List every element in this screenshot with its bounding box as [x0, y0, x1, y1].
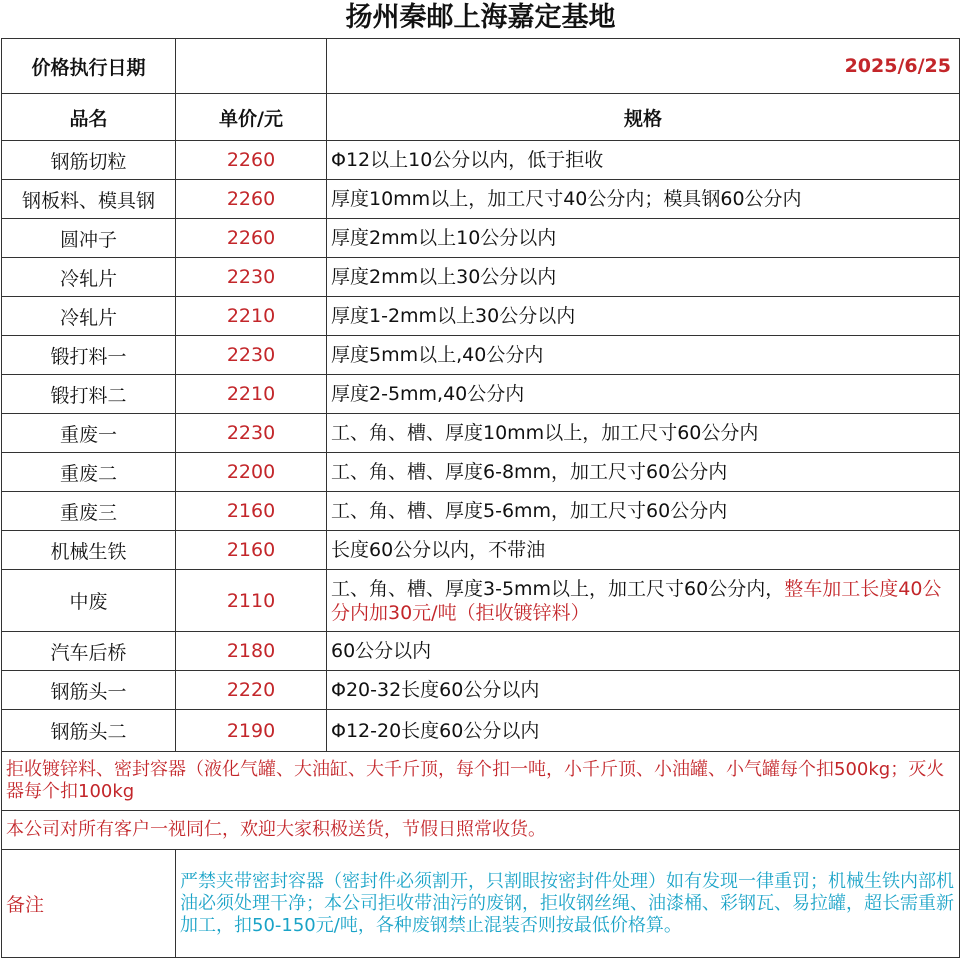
item-price: 2160 — [176, 492, 327, 531]
item-price: 2220 — [176, 671, 327, 710]
header-spec: 规格 — [327, 94, 960, 141]
date-value: 2025/6/25 — [327, 39, 960, 94]
item-spec-text: 厚度5mm以上,40公分内 — [331, 344, 544, 366]
table-row — [2, 632, 960, 671]
date-empty-cell — [176, 39, 327, 94]
item-name: 锻打料一 — [2, 336, 176, 375]
item-price: 2180 — [176, 632, 327, 671]
item-spec — [327, 375, 960, 414]
table-row — [2, 531, 960, 570]
table-row — [2, 375, 960, 414]
table-row — [2, 141, 960, 180]
item-spec — [327, 258, 960, 297]
item-name: 冷轧片 — [2, 297, 176, 336]
item-spec-text: 工、角、槽、厚度3-5mm以上，加工尺寸60公分内， — [331, 577, 785, 600]
item-spec — [327, 570, 960, 632]
item-price: 2230 — [176, 414, 327, 453]
header-price: 单价/元 — [176, 94, 327, 141]
header-name: 品名 — [2, 94, 176, 141]
item-spec — [327, 336, 960, 375]
item-spec-text: 厚度10mm以上，加工尺寸40公分内；模具钢60公分内 — [331, 188, 802, 210]
item-spec — [327, 297, 960, 336]
table-row — [2, 453, 960, 492]
item-name: 重废二 — [2, 453, 176, 492]
item-spec — [327, 632, 960, 671]
item-spec-text: Φ12-20长度60公分以内 — [331, 719, 540, 742]
item-spec-text: 60公分以内 — [331, 640, 432, 662]
page-title: 扬州秦邮上海嘉定基地 — [345, 2, 616, 33]
item-name: 冷轧片 — [2, 258, 176, 297]
remark-label: 备注 — [2, 850, 176, 958]
item-price: 2260 — [176, 180, 327, 219]
table-row — [2, 570, 960, 632]
item-price: 2230 — [176, 258, 327, 297]
table-row — [2, 258, 960, 297]
item-price: 2190 — [176, 710, 327, 752]
item-spec — [327, 180, 960, 219]
note-text: 本公司对所有客户一视同仁，欢迎大家积极送货，节假日照常收货。 — [2, 811, 960, 850]
item-price: 2260 — [176, 219, 327, 258]
item-spec — [327, 710, 960, 752]
item-spec-text: 工、角、槽、厚度10mm以上，加工尺寸60公分内 — [331, 422, 759, 444]
item-name: 钢筋头一 — [2, 671, 176, 710]
note-text: 拒收镀锌料、密封容器（液化气罐、大油缸、大千斤顶，每个扣一吨，小千斤顶、小油罐、小气罐每个扣500kg；灭火器每个扣100kg — [2, 752, 960, 811]
table-row — [2, 710, 960, 752]
item-price: 2210 — [176, 297, 327, 336]
header-row — [2, 94, 960, 141]
table-row — [2, 180, 960, 219]
table-row — [2, 219, 960, 258]
item-name: 钢板料、模具钢 — [2, 180, 176, 219]
item-spec-text: 工、角、槽、厚度5-6mm，加工尺寸60公分内 — [331, 500, 728, 522]
item-spec — [327, 141, 960, 180]
item-spec-text: Φ12以上10公分以内，低于拒收 — [331, 149, 604, 171]
item-price: 2110 — [176, 570, 327, 632]
date-label: 价格执行日期 — [2, 39, 176, 94]
table-row — [2, 297, 960, 336]
item-price: 2160 — [176, 531, 327, 570]
item-spec-text: 厚度2mm以上10公分以内 — [331, 227, 557, 249]
remark-text: 严禁夹带密封容器（密封件必须割开，只割眼按密封件处理）如有发现一律重罚；机械生铁内部机油必须处理干净；本公司拒收带油污的废钢，拒收钢丝绳、油漆桶、彩钢瓦、易拉罐，超长需重新加工，扣50-150元/吨，各种废钢禁止混装否则按最低价格算。 — [176, 850, 960, 958]
table-row — [2, 414, 960, 453]
item-name: 中废 — [2, 570, 176, 632]
item-price: 2210 — [176, 375, 327, 414]
item-spec-text: 厚度2mm以上30公分以内 — [331, 266, 557, 288]
item-name: 圆冲子 — [2, 219, 176, 258]
item-name: 汽车后桥 — [2, 632, 176, 671]
price-table — [1, 38, 960, 958]
item-spec-text: 工、角、槽、厚度6-8mm，加工尺寸60公分内 — [331, 461, 728, 483]
item-name: 锻打料二 — [2, 375, 176, 414]
item-spec-text: 厚度2-5mm,40公分内 — [331, 383, 525, 405]
item-spec — [327, 453, 960, 492]
item-name: 重废三 — [2, 492, 176, 531]
item-price: 2260 — [176, 141, 327, 180]
item-name: 机械生铁 — [2, 531, 176, 570]
note-row — [2, 811, 960, 850]
table-row — [2, 336, 960, 375]
item-spec-text: 长度60公分以内，不带油 — [331, 539, 546, 561]
note-row — [2, 752, 960, 811]
item-spec-text: 厚度1-2mm以上30公分以内 — [331, 305, 576, 327]
remark-row — [2, 850, 960, 958]
table-row — [2, 492, 960, 531]
item-name: 钢筋头二 — [2, 710, 176, 752]
item-spec — [327, 219, 960, 258]
item-spec-text: Φ20-32长度60公分以内 — [331, 679, 540, 701]
item-spec — [327, 492, 960, 531]
table-row — [2, 671, 960, 710]
item-spec — [327, 414, 960, 453]
item-spec — [327, 671, 960, 710]
item-spec — [327, 531, 960, 570]
item-name: 重废一 — [2, 414, 176, 453]
item-name: 钢筋切粒 — [2, 141, 176, 180]
item-price: 2200 — [176, 453, 327, 492]
item-spec-highlight: 整车加工长度40公分内加30元/吨（拒收镀锌料） — [331, 577, 942, 624]
item-price: 2230 — [176, 336, 327, 375]
date-row — [2, 39, 960, 94]
